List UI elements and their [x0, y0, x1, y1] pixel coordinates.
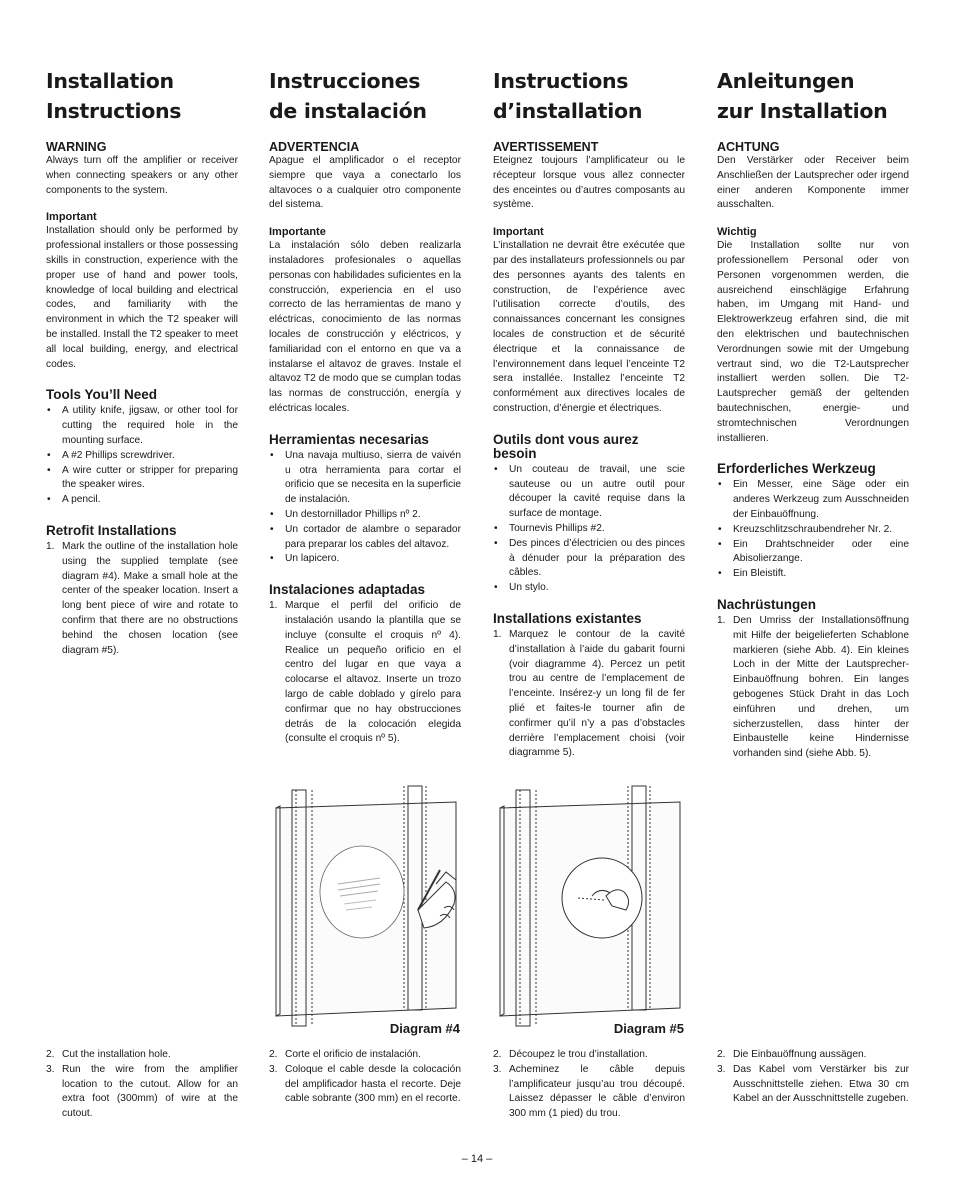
- german-important-heading: Wichtig: [717, 226, 757, 239]
- diagram-4-label: Diagram #4: [389, 1021, 460, 1036]
- list-item: • Ein Messer, eine Säge oder ein anderes Werkzeug zum Ausschneiden der Einbauöffnung.: [717, 478, 909, 522]
- english-tools-heading: Tools You’ll Need: [46, 387, 158, 403]
- english-tools-list: [46, 404, 238, 508]
- english-warning-text: Always turn off the amplifier or receiver when connecting speakers or any other components to the system.: [46, 155, 238, 196]
- french-tools-list: [493, 463, 685, 596]
- french-steps-continued: [493, 1046, 685, 1122]
- list-item: 1. Marque el perfil del orificio de instalación usando la plantilla que se incluye (consulte el croquis nº 4). Realice un pequeño orificio en el centro del lugar en que vaya a colocarse el altavoz. Inserte un trozo largo de cable doblado y gírelo para confirmar que no hay obstrucciones detrás de la colocación elegida (consulte el croquis nº 5).: [269, 600, 461, 745]
- list-item: • Un stylo.: [493, 581, 685, 596]
- french-retrofit-list: [493, 628, 685, 761]
- wall-template-drawing: [268, 780, 464, 1040]
- english-steps-continued: [46, 1046, 238, 1122]
- german-tools-heading: Erforderliches Werkzeug: [717, 461, 876, 477]
- list-item: • Un cortador de alambre o separador para preparar los cables del altavoz.: [269, 523, 461, 553]
- list-item: 3. Coloque el cable desde la colocación del amplificador hasta el recorte. Deje cable sobrante (300 mm) en el recorte.: [269, 1063, 461, 1105]
- german-title: Anleitungen zur Installation: [717, 69, 888, 123]
- french-important-heading: Important: [493, 226, 544, 239]
- french-title: Instructions d’installation: [493, 69, 643, 123]
- spanish-retrofit-heading: Instalaciones adaptadas: [269, 582, 426, 598]
- list-item: 1. Den Umriss der Installationsöffnung mit Hilfe der beigelieferten Schablone markieren (siehe Abb. 4). Ein kleines Loch in der Mitte der Lautsprecher-Einbauöffnung bohren. Ein langes gebogenes Stück Draht in das Loch einführen und drehen, um sicherzustellen, dass hinter der Einbaustelle keine Hindernisse vorhanden sind (siehe Abb. 5).: [717, 614, 909, 760]
- list-item: • Tournevis Phillips #2.: [493, 522, 685, 537]
- list-item: • A #2 Phillips screwdriver.: [46, 449, 238, 464]
- list-item: • Ein Drahtschneider oder eine Abisolierzange.: [717, 538, 909, 568]
- spanish-column: [269, 66, 461, 747]
- list-item: 2. Corte el orificio de instalación.: [269, 1049, 421, 1060]
- english-retrofit-list: [46, 540, 238, 658]
- spanish-important-text: La instalación sólo deben realizarla instaladores profesionales o aquellas personas con habilidades suficientes en la construcción, experiencia en el uso correcto de las herramientas de mano y eléctricas, conocimiento de las normas locales de construcción y eléctricos, y familiaridad con el entorno en que va a instalarse el altavoz de graves. Instale el altavoz T2 de modo que se cumplan todas las normas de construcción, energía y eléctricas locales.: [269, 240, 461, 414]
- list-item: 3. Das Kabel vom Verstärker bis zur Ausschnittstelle ziehen. Etwa 30 cm Kabel an der Ausschnittstelle zugeben.: [717, 1063, 909, 1105]
- list-item: • Una navaja multiuso, sierra de vaivén u otra herramienta para cortar el orificio que se necesita en la superficie de instalación.: [269, 449, 461, 508]
- french-warning-heading: AVERTISSEMENT: [493, 140, 599, 154]
- german-tools-list: [717, 478, 909, 582]
- list-item: • A wire cutter or stripper for preparing the speaker wires.: [46, 464, 238, 494]
- german-important-text: Die Installation sollte nur von professionellem Personal oder von Personen vorgenommen werden, die ausreichend einschlägige Erfahrung haben, im Umgang mit Hand- und Elektrowerkzeug erfahren sind, die mit den elektrischen und bautechnischen Verordnungen sowie mit der Umgebung vertraut sind, wo die T2-Lautsprecher installiert werden sollen. Die T2-Lautsprecher gemäß der geltenden bautechnischen, energie- und stromtechnischen Verordnungen installieren.: [717, 240, 909, 444]
- spanish-retrofit-list: [269, 599, 461, 747]
- german-retrofit-list: [717, 614, 909, 762]
- german-retrofit-heading: Nachrüstungen: [717, 596, 817, 612]
- diagram-5-label: Diagram #5: [613, 1021, 684, 1036]
- list-item: • Kreuzschlitzschraubendreher Nr. 2.: [717, 523, 909, 538]
- german-steps-continued: [717, 1046, 909, 1107]
- list-item: • Un destornillador Phillips nº 2.: [269, 508, 461, 523]
- english-column: [46, 66, 238, 658]
- german-warning-heading: ACHTUNG: [717, 140, 780, 154]
- diagram-4: [268, 780, 464, 1040]
- list-item: 3. Run the wire from the amplifier location to the cutout. Allow for an extra foot (300mm) of wire at the cutout.: [46, 1063, 238, 1120]
- list-item: 3. Acheminez le câble depuis l’amplificateur jusqu’au trou découpé. Laissez dépasser le câble d’environ 300 mm (1 pied) du trou.: [493, 1063, 685, 1120]
- french-warning-text: Eteignez toujours l’amplificateur ou le récepteur lorsque vous allez connecter des enceintes ou d’autres composants au système.: [493, 155, 685, 211]
- english-warning-heading: WARNING: [46, 140, 107, 154]
- french-tools-heading: Outils dont vous aurez besoin: [493, 431, 639, 461]
- wall-wire-check-drawing: [492, 780, 688, 1040]
- list-item: • A utility knife, jigsaw, or other tool for cutting the required hole in the mounting surface.: [46, 404, 238, 448]
- spanish-tools-list: [269, 449, 461, 567]
- spanish-title: Instrucciones de instalación: [269, 69, 427, 123]
- list-item: • A pencil.: [46, 493, 238, 508]
- french-important-text: L’installation ne devrait être exécutée que par des installateurs professionnels ou par des personnes ayants des talents en construction, de l’expérience avec l’utilisation correcte d’outils, des connaissances concernant les consignes locales de construction et de sécurité électrique et la connaissance de l’environnement dans lequel l’enceinte T2 sera installée. Installez l’enceinte T2 conformément aux directives locales de construction, d’énergie et électriques.: [493, 240, 685, 414]
- spanish-important-heading: Importante: [269, 226, 326, 239]
- english-retrofit-heading: Retrofit Installations: [46, 522, 177, 538]
- french-retrofit-heading: Installations existantes: [493, 610, 642, 626]
- list-item: • Ein Bleistift.: [717, 567, 909, 582]
- list-item: • Des pinces d’électricien ou des pinces à dénuder pour la préparation des câbles.: [493, 537, 685, 581]
- page-number: – 14 –: [461, 1153, 493, 1165]
- german-column: [717, 66, 909, 762]
- french-column: [493, 66, 685, 761]
- spanish-tools-heading: Herramientas necesarias: [269, 431, 429, 447]
- list-item: 1. Mark the outline of the installation hole using the supplied template (see diagram #4). Make a small hole at the center of the speaker location. Insert a long bent piece of wire and rotate to confirm that there are no obstructions behind the chosen location (see diagram #5).: [46, 540, 238, 656]
- list-item: • Un couteau de travail, une scie sauteuse ou un autre outil pour découper la cavité requise dans la surface de montage.: [493, 463, 685, 522]
- english-title: Installation Instructions: [46, 69, 182, 123]
- english-important-heading: Important: [46, 211, 97, 224]
- spanish-steps-continued: [269, 1046, 461, 1107]
- list-item: 2. Découpez le trou d’installation.: [493, 1049, 648, 1060]
- list-item: • Un lapicero.: [269, 552, 461, 567]
- list-item: 2. Die Einbauöffnung aussägen.: [717, 1049, 867, 1060]
- german-warning-text: Den Verstärker oder Receiver beim Anschließen der Lautsprecher oder irgend einer anderen Komponente immer ausschalten.: [717, 155, 909, 211]
- spanish-warning-text: Apague el amplificador o el receptor siempre que vaya a conectarlo los altavoces o a cualquier otro componente del sistema.: [269, 155, 461, 211]
- spanish-warning-heading: ADVERTENCIA: [269, 140, 360, 154]
- diagram-5: [492, 780, 688, 1040]
- list-item: 1. Marquez le contour de la cavité d’installation à l’aide du gabarit fourni (voir diagramme 4). Percez un petit trou au centre de l’emplacement de l’enceinte. Insérez-y un long fil de fer plié et faites-le tourner afin de confirmer qu’il n’y a pas d’obstacles derrière l’emplacement choisi (voir diagramme 5).: [493, 628, 685, 759]
- list-item: 2. Cut the installation hole.: [46, 1049, 171, 1060]
- english-important-text: Installation should only be performed by professional installers or those possessing skills in construction, experience with the proper use of hand and power tools, knowledge of local building and electrical codes, and familiarity with the environment in which the T2 speaker will be installed. Install the T2 speaker to meet all local building, energy, and electrical codes.: [46, 225, 238, 370]
